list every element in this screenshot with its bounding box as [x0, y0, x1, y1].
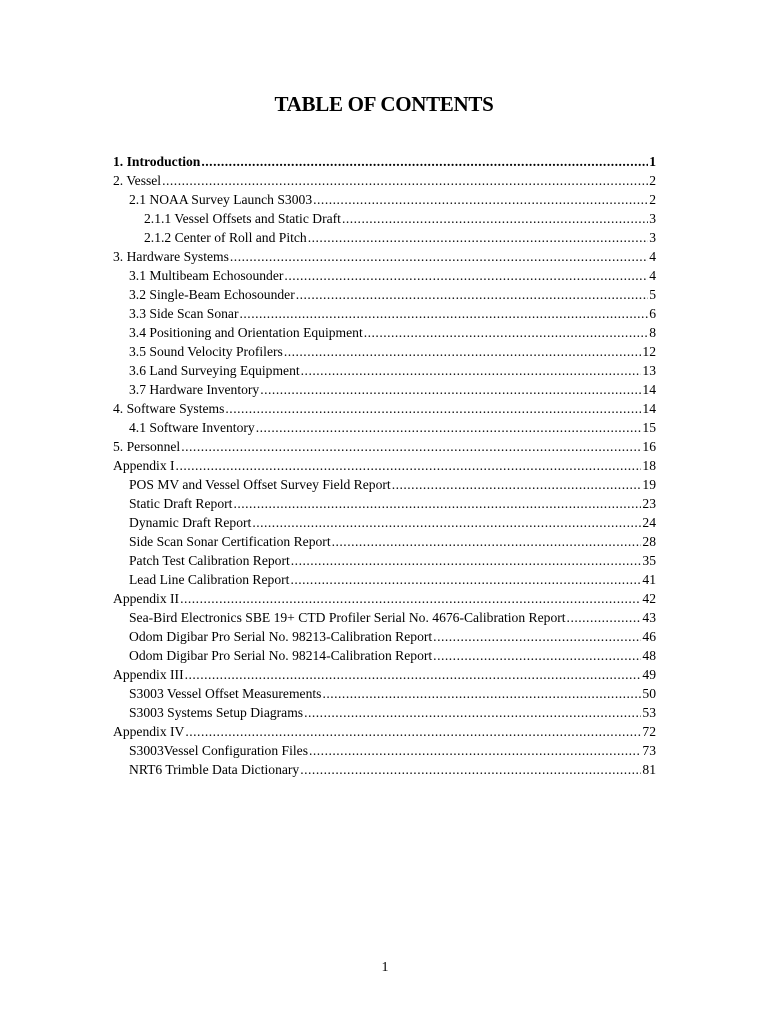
toc-dot-leader [252, 513, 641, 532]
toc-dot-leader [162, 171, 648, 190]
toc-entry-label: 1. Introduction [113, 154, 201, 169]
page-title: TABLE OF CONTENTS [274, 92, 494, 116]
toc-entry-page: 19 [642, 477, 656, 492]
toc-entry[interactable] [113, 171, 656, 190]
toc-entry-page: 14 [642, 401, 656, 416]
toc-entry-label: Appendix II [113, 591, 180, 606]
toc-entry-page: 53 [642, 705, 656, 720]
toc-entry-page: 6 [649, 306, 656, 321]
toc-dot-leader [433, 646, 641, 665]
toc-entry[interactable] [113, 646, 656, 665]
toc-entry[interactable] [113, 551, 656, 570]
toc-entry-page: 24 [642, 515, 656, 530]
toc-entry-label: Odom Digibar Pro Serial No. 98213-Calibration Report [129, 629, 433, 644]
toc-entry[interactable] [113, 608, 656, 627]
toc-entry-label: 3.1 Multibeam Echosounder [129, 268, 284, 283]
toc-dot-leader [290, 570, 641, 589]
toc-entry-page: 23 [642, 496, 656, 511]
toc-dot-leader [332, 532, 642, 551]
toc-entry-page: 28 [642, 534, 656, 549]
toc-entry-label: Appendix III [113, 667, 184, 682]
toc-entry-label: Patch Test Calibration Report [129, 553, 290, 568]
toc-entry-page: 73 [642, 743, 656, 758]
toc-entry-page: 35 [642, 553, 656, 568]
toc-entry-page: 4 [649, 249, 656, 264]
toc-entry-label: 4. Software Systems [113, 401, 225, 416]
toc-entry-page: 48 [642, 648, 656, 663]
toc-entry[interactable] [113, 342, 656, 361]
toc-entry-page: 1 [649, 154, 656, 169]
toc-entry-label: S3003 Vessel Offset Measurements [129, 686, 322, 701]
toc-dot-leader [185, 722, 641, 741]
toc-entry-page: 5 [649, 287, 656, 302]
toc-entry-label: Appendix I [113, 458, 175, 473]
toc-entry-label: 2. Vessel [113, 173, 162, 188]
toc-entry[interactable] [113, 722, 656, 741]
toc-entry-page: 16 [642, 439, 656, 454]
toc-entry-page: 4 [649, 268, 656, 283]
toc-dot-leader [567, 608, 642, 627]
toc-dot-leader [304, 703, 641, 722]
toc-dot-leader [185, 665, 642, 684]
toc-dot-leader [181, 437, 641, 456]
toc-entry[interactable] [113, 190, 656, 209]
toc-entry-page: 3 [649, 211, 656, 226]
toc-entry-label: 2.1.1 Vessel Offsets and Static Draft [144, 211, 341, 226]
toc-entry-page: 14 [642, 382, 656, 397]
toc-entry[interactable] [113, 513, 656, 532]
toc-dot-leader [230, 247, 648, 266]
toc-entry-label: 3.3 Side Scan Sonar [129, 306, 239, 321]
toc-entry[interactable] [113, 570, 656, 589]
toc-dot-leader [392, 475, 642, 494]
toc-entry[interactable] [113, 323, 656, 342]
toc-dot-leader [260, 380, 641, 399]
toc-dot-leader [180, 589, 641, 608]
toc-entry-label: 2.1 NOAA Survey Launch S3003 [129, 192, 313, 207]
toc-entry[interactable] [113, 532, 656, 551]
toc-entry[interactable] [113, 741, 656, 760]
toc-entry-label: NRT6 Trimble Data Dictionary [129, 762, 300, 777]
toc-entry-page: 12 [642, 344, 656, 359]
toc-entry[interactable] [113, 285, 656, 304]
toc-entry-label: 5. Personnel [113, 439, 181, 454]
toc-entry[interactable] [113, 399, 656, 418]
toc-entry-label: Static Draft Report [129, 496, 233, 511]
toc-entry[interactable] [113, 228, 656, 247]
toc-entry-page: 49 [642, 667, 656, 682]
toc-entry[interactable] [113, 665, 656, 684]
toc-entry[interactable] [113, 380, 656, 399]
toc-entry-label: 2.1.2 Center of Roll and Pitch [144, 230, 307, 245]
toc-entry[interactable] [113, 418, 656, 437]
toc-entry-page: 81 [642, 762, 656, 777]
page-number: 1 [381, 960, 389, 975]
toc-entry-label: 3.2 Single-Beam Echosounder [129, 287, 295, 302]
toc-entry-page: 43 [642, 610, 656, 625]
toc-dot-leader [322, 684, 641, 703]
toc-entry-label: 3.7 Hardware Inventory [129, 382, 260, 397]
toc-entry-label: 3. Hardware Systems [113, 249, 229, 264]
toc-entry[interactable] [113, 456, 656, 475]
toc-entry-page: 46 [642, 629, 656, 644]
toc-entry[interactable] [113, 684, 656, 703]
toc-entry-page: 2 [649, 173, 656, 188]
toc-entry[interactable] [113, 627, 656, 646]
toc-entry-page: 18 [642, 458, 656, 473]
toc-entry-label: Odom Digibar Pro Serial No. 98214-Calibration Report [129, 648, 433, 663]
toc-dot-leader [313, 190, 648, 209]
toc-entry[interactable] [113, 152, 656, 171]
toc-entry-label: Sea-Bird Electronics SBE 19+ CTD Profiler Serial No. 4676-Calibration Report [129, 610, 566, 625]
toc-dot-leader [300, 760, 641, 779]
toc-entry[interactable] [113, 209, 656, 228]
toc-entry[interactable] [113, 361, 656, 380]
toc-entry-page: 3 [649, 230, 656, 245]
toc-entry[interactable] [113, 475, 656, 494]
toc-entry-label: POS MV and Vessel Offset Survey Field Report [129, 477, 391, 492]
toc-dot-leader [308, 228, 648, 247]
toc-entry[interactable] [113, 437, 656, 456]
toc-dot-leader [256, 418, 642, 437]
toc-dot-leader [225, 399, 641, 418]
toc-entry-label: 4.1 Software Inventory [129, 420, 255, 435]
toc-dot-leader [342, 209, 648, 228]
toc-entry-label: Appendix IV [113, 724, 185, 739]
toc-entry-label: Dynamic Draft Report [129, 515, 252, 530]
toc-entry[interactable] [113, 494, 656, 513]
toc-dot-leader [284, 266, 648, 285]
toc-entry-label: 3.6 Land Surveying Equipment [129, 363, 300, 378]
toc-entry-page: 41 [642, 572, 656, 587]
toc-entry-page: 50 [642, 686, 656, 701]
toc-entry-label: Lead Line Calibration Report [129, 572, 290, 587]
toc-dot-leader [309, 741, 641, 760]
toc-entry-page: 42 [642, 591, 656, 606]
toc-entry-label: S3003 Systems Setup Diagrams [129, 705, 304, 720]
toc-dot-leader [233, 494, 641, 513]
toc-dot-leader [291, 551, 642, 570]
toc-entry-page: 8 [649, 325, 656, 340]
toc-dot-leader [284, 342, 642, 361]
toc-entry-page: 15 [642, 420, 656, 435]
toc-entry-label: 3.5 Sound Velocity Profilers [129, 344, 283, 359]
toc-entry-label: Side Scan Sonar Certification Report [129, 534, 331, 549]
toc-dot-leader [433, 627, 641, 646]
toc-dot-leader [301, 361, 642, 380]
toc-entry[interactable] [113, 247, 656, 266]
toc-dot-leader [240, 304, 649, 323]
table-of-contents [113, 152, 656, 779]
toc-entry[interactable] [113, 304, 656, 323]
toc-dot-leader [296, 285, 648, 304]
toc-entry[interactable] [113, 266, 656, 285]
toc-entry-label: S3003Vessel Configuration Files [129, 743, 308, 758]
toc-dot-leader [201, 152, 648, 171]
toc-dot-leader [176, 456, 642, 475]
toc-entry-label: 3.4 Positioning and Orientation Equipment [129, 325, 363, 340]
toc-dot-leader [364, 323, 648, 342]
toc-entry[interactable] [113, 703, 656, 722]
toc-entry-page: 2 [649, 192, 656, 207]
toc-entry-page: 13 [642, 363, 656, 378]
toc-entry-page: 72 [642, 724, 656, 739]
toc-entry[interactable] [113, 760, 656, 779]
toc-entry[interactable] [113, 589, 656, 608]
